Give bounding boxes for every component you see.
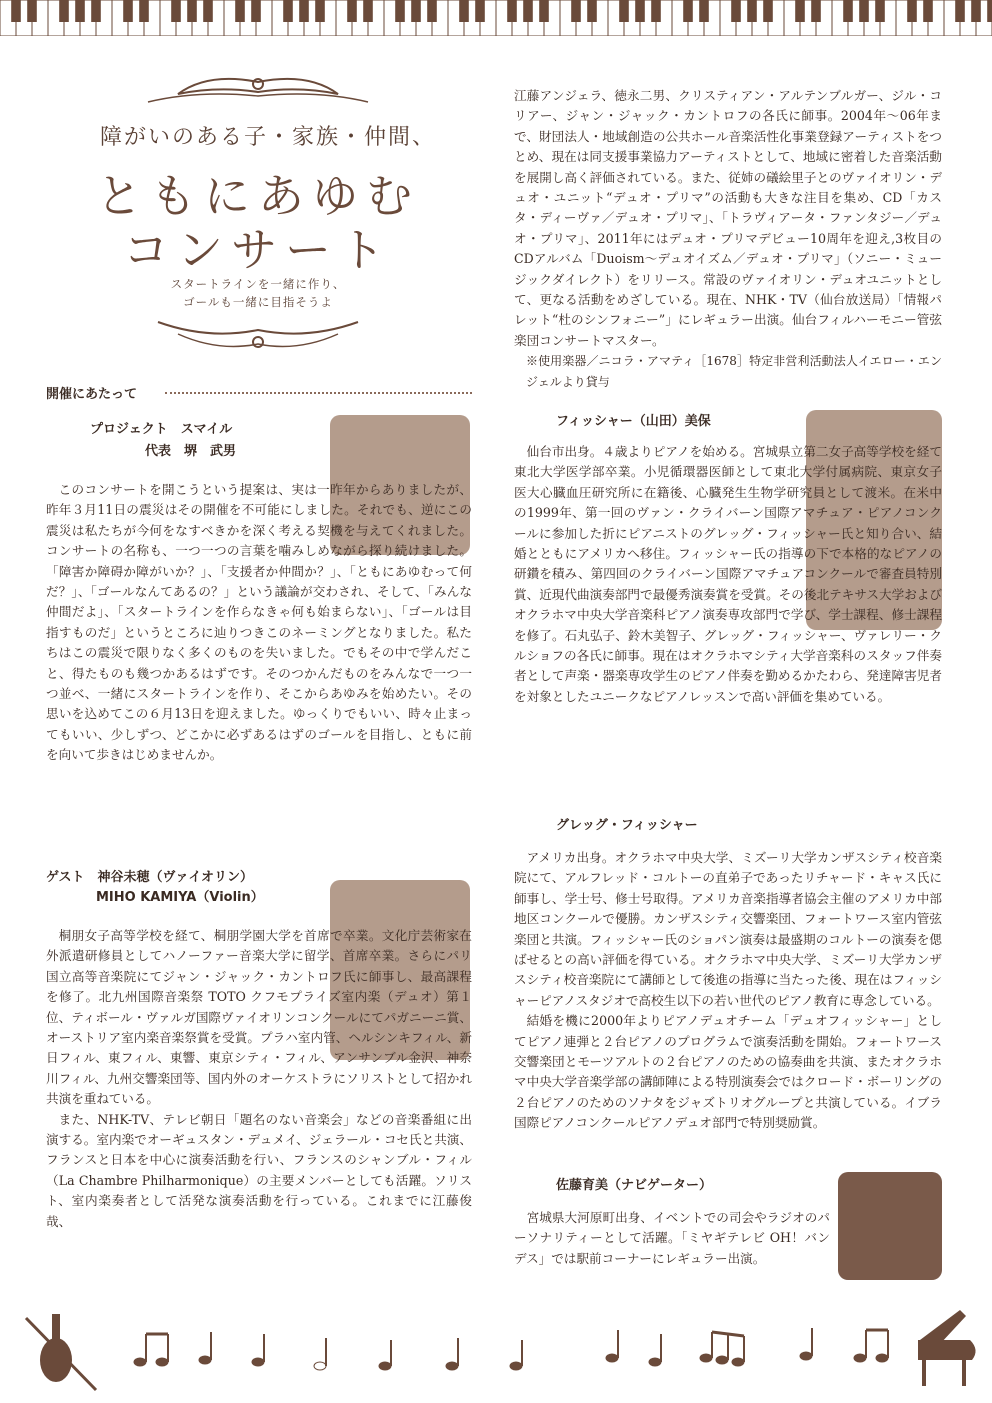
violin-icon	[26, 1314, 96, 1390]
intro-heading: 開催にあたって	[46, 387, 138, 402]
guest-continued	[514, 86, 942, 392]
fisher-greg-paragraph-1: アメリカ出身。オクラホマ中央大学、ミズーリ大学カンザスシティ校音楽院にて、アルフレッド・コルトーの直弟子であったリチャード・キャス氏に師事し、学士号、修士号取得。アメリカ音楽指導者協会主催のアメリカ中部地区コンクールで優勝。カンザスシティ交響楽団、フォートワース室内管弦楽団と共演。フィッシャー氏のショパン演奏は最盛期のコルトーの演奏を偲ばせるとの高い評価を得ている。オクラホマ中央大学、ミズーリ大学カンザスシティ校音楽院にて講師として後進の指導に当たった後、現在はフィッシャーピアノスタジオで高校生以下の若い世代のピアノ教育に専念している。	[514, 850, 942, 1008]
music-note-icon	[134, 1328, 888, 1370]
fisher-greg-heading: グレッグ・フィッシャー	[556, 818, 698, 833]
fisher-greg-paragraph-2: 結婚を機に2000年よりピアノデュオチーム「デュオフィッシャー」としてピアノ連弾と２台ピアノのプログラムで演奏活動を開始。フォートワース交響楽団とモーツアルトの２台ピアノのための協奏曲を共演、またオクラホマ中央大学音楽学部の講師陣による特別演奏会ではクロード・ボーリングの２台ピアノのためのソナタをジャズトリオグループと共演している。イブラ国際ピアノコンクールピアノデュオ部門で特別奨励賞。	[514, 1013, 942, 1131]
fisher-greg-body	[514, 848, 942, 1134]
concert-title-block	[48, 72, 468, 362]
guest-heading-en: MIHO KAMIYA（Violin）	[96, 890, 264, 905]
sato-photo-placeholder	[838, 1172, 942, 1280]
dotted-divider	[165, 392, 472, 394]
sato-body	[514, 1208, 830, 1269]
music-notes-strip	[0, 1300, 992, 1403]
piano-keys-icon	[0, 0, 992, 36]
sato-heading: 佐藤育美（ナビゲーター）	[556, 1178, 713, 1193]
guest-paragraph-3: 江藤アンジェラ、徳永二男、クリスティアン・アルテンブルガー、ジル・コリアー、ジャン・ジャック・カントロフの各氏に師事。2004年〜06年まで、財団法人・地域創造の公共ホール音楽活性化事業登録アーティストをつとめ、現在は同支援事業協力アーティストとして、地域に密着した音楽活動を展開し高く評価されている。また、従姉の礒絵里子とのヴァイオリン・デュオ・ユニット“デュオ・プリマ”の活動も大きな注目を集め、CD「カスタ・ディーヴァ／デュオ・プリマ」、「トラヴィアータ・ファンタジー／デュオ・プリマ」、2011年にはデュオ・プリマデビュー10周年を迎え,3枚目のCDアルバム「Duoism〜デュオイズム／デュオ・プリマ」（ソニー・ミュージックダイレクト）をリリース。常設のヴァイオリン・デュオユニットとして、更なる活動をめざしている。現在、NHK・TV（仙台放送局）「情報パレット“杜のシンフォニー”」にレギュラー出演。仙台フィルハーモニー管弦楽団コンサートマスター。	[514, 88, 942, 348]
title-kicker: 障がいのある子・家族・仲間、	[99, 125, 436, 150]
guest-body	[46, 926, 472, 1232]
intro-org: プロジェクト スマイル	[90, 422, 233, 437]
guest-paragraph-1: 桐朋女子高等学校を経て、桐朋学園大学を首席で卒業。文化庁芸術家在外派遣研修員としてハノーファー音楽大学に留学、首席卒業。さらにパリ国立高等音楽院にてジャン・ジャック・カントロフ氏に師事し、最高課程を修了。北九州国際音楽祭 TOTO クフモプライズ室内楽（デュオ）第１位、ティボール・ヴァルガ国際ヴァイオリンコンクールにてパガニーニ賞、オーストリア室内楽音楽祭賞を受賞。プラハ室内管、ヘルシンキフィル、新日フィル、東フィル、東響、東京シティ・フィル、アンサンブル金沢、神奈川フィル、九州交響楽団等、国内外のオーケストラにソリストとして招かれ共演を重ねている。	[46, 928, 472, 1107]
guest-heading-ja: ゲスト 神谷未穂（ヴァイオリン）	[46, 870, 253, 885]
grand-piano-icon	[918, 1310, 976, 1386]
intro-rep: 代表 堺 武男	[145, 444, 237, 459]
intro-paragraph: このコンサートを開こうという提案は、実は一昨年からありましたが、昨年３月11日の震災はその開催を不可能にしました。それでも、逆にこの震災は私たちが今何をなすべきかを深く考える契機を与えてくれました。コンサートの名称も、一つ一つの言葉を噛みしめながら探り続けました。「障害か障碍か障がいか？」、「支援者か仲間か？」、「ともにあゆむって何だ？」、「ゴールなんてあるの？」という議論が交わされ、そして、「みんな仲間だよ」、「スタートラインを作らなきゃ何も始まらない」、「ゴールは目指すものだ」というところに辿りつきこのネーミングとなりました。私たちはこの震災で限りなく多くのものを失いました。でもその中で学んだこと、得たものも幾つかあるはずです。そのつかんだものをみんなで一つ一つ並べ、一緒にスタートラインを作り、そこからあゆみを始めたい。その思いを込めてこの６月13日を迎えました。ゆっくりでもいい、時々止まってもいい、少しずつ、どこかに必ずあるはずのゴールを目指し、ともに前を向いて歩きはじめませんか。	[46, 482, 472, 763]
fisher-miho-paragraph: 仙台市出身。４歳よりピアノを始める。宮城県立第二女子高等学校を経て東北大学医学部卒業。小児循環器医師として東北大学付属病院、東京女子医大心臓血圧研究所に在籍後、心臓発生生物学研究員として渡米。在米中の1999年、第一回のヴァン・クライバーン国際アマチュア・ピアノコンクールに参加した折にピアニストのグレッグ・フィッシャー氏と知り合い、結婚とともにアメリカへ移住。フィッシャー氏の指導の下で本格的なピアノの研鑽を積み、第四回のクライバーン国際アマチュアコンクールで審査員特別賞、近現代曲演奏部門で最優秀演奏賞を受賞。その後北テキサス大学およびオクラホマ中央大学音楽科ピアノ演奏専攻部門で学び、学士課程、修士課程を修了。石丸弘子、鈴木美智子、グレッグ・フィッシャー、ヴァレリー・クルショフの各氏に師事。現在はオクラホマシティ大学音楽科のスタッフ伴奏者として声楽・器楽専攻学生のピアノ伴奏を勤めるかたわら、発達障害児者を対象としたユニークなピアノレッスンで高い評価を集めている。	[514, 444, 942, 704]
tagline-1: スタートラインを一緒に作り、	[170, 277, 346, 291]
intro-body	[46, 480, 472, 766]
instrument-note: ※使用楽器／ニコラ・アマティ［1678］特定非営利活動法人イエロー・エンジェルより貸与	[526, 354, 942, 389]
title-line-1: ともにあゆむ	[96, 169, 420, 223]
title-line-2: コンサート	[123, 223, 393, 277]
tagline-2: ゴールも一緒に目指そうよ	[183, 295, 333, 309]
fisher-miho-heading: フィッシャー（山田）美保	[556, 414, 711, 429]
sato-paragraph: 宮城県大河原町出身、イベントでの司会やラジオのパーソナリティーとして活躍。「ミヤギテレビ OH！バンデス」では駅前コーナーにレギュラー出演。	[514, 1210, 830, 1266]
fisher-miho-body	[514, 442, 942, 707]
guest-paragraph-2: また、NHK-TV、テレビ朝日「題名のない音楽会」などの音楽番組に出演する。室内楽でオーギュスタン・デュメイ、ジェラール・コセ氏と共演、フランスと日本を中心に演奏活動を行い、フランスのシャンブル・フィル（La Chambre Philharmonique）の主要メンバーとしても活躍。ソリスト、室内楽奏者として活発な演奏活動を行っている。これまでに江藤俊哉、	[46, 1111, 472, 1229]
